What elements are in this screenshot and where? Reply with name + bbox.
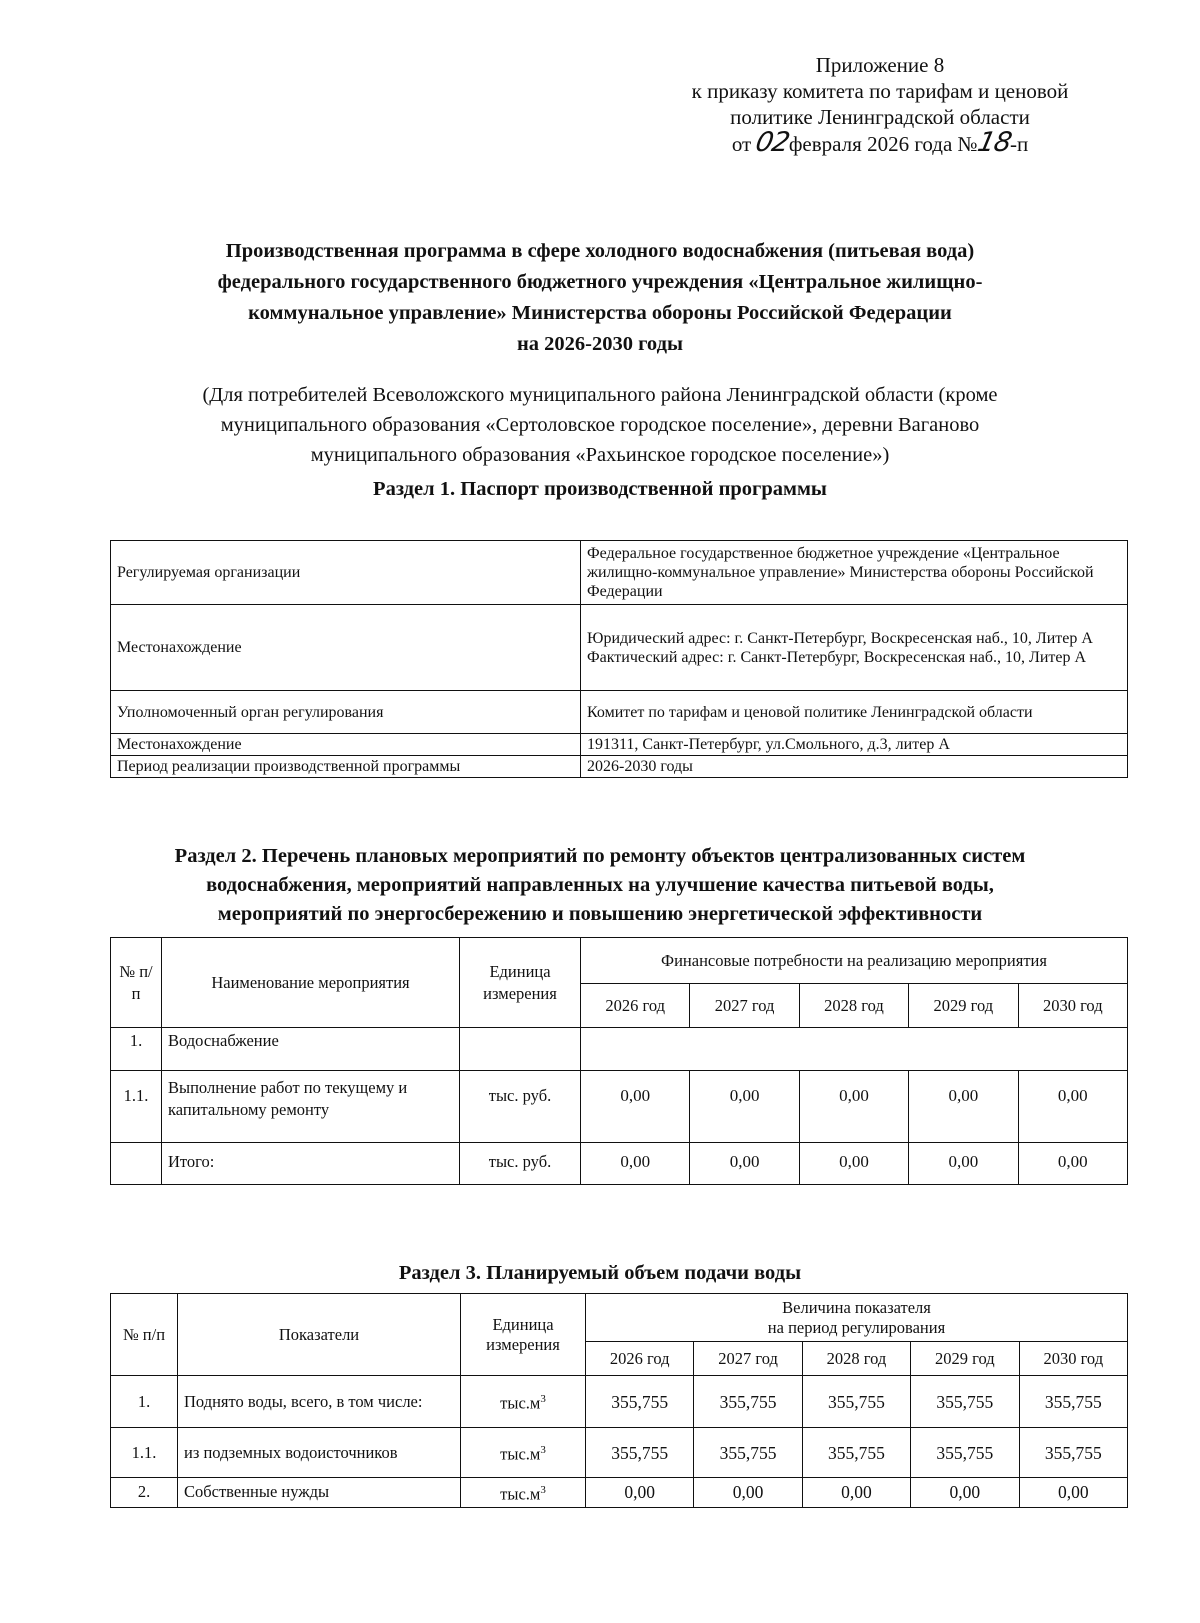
order-date-line: [650, 127, 1110, 158]
table-header-row: [111, 1294, 1128, 1342]
program-title: [100, 236, 1100, 360]
value-cell: 355,755: [1019, 1428, 1127, 1478]
value-cell: 355,755: [694, 1376, 802, 1428]
title-line: федерального государственного бюджетного учреждения «Центральное жилищно-: [217, 271, 983, 293]
section3-heading: [80, 1259, 1120, 1288]
passport-table: [110, 540, 1128, 778]
row-name: Водоснабжение: [162, 1028, 460, 1071]
unit-base: тыс.м: [500, 1444, 541, 1464]
year-header: 2027 год: [694, 1342, 802, 1376]
title-line: Производственная программа в сфере холодного водоснабжения (питьевая вода): [225, 240, 975, 262]
appendix-title: Приложение 8: [815, 53, 945, 77]
row-num: 2.: [111, 1478, 178, 1508]
row-values-empty: [581, 1028, 1128, 1071]
year-header: 2030 год: [1018, 984, 1127, 1028]
col-unit-header: Единица измерения: [461, 1294, 586, 1376]
passport-label: Регулируемая организации: [111, 541, 581, 605]
year-header: 2026 год: [581, 984, 690, 1028]
value-cell: 0,00: [909, 1143, 1018, 1185]
value-cell: 0,00: [694, 1478, 802, 1508]
row-name: Собственные нужды: [178, 1478, 461, 1508]
unit-exponent: 3: [540, 1393, 546, 1406]
section2-heading-line: Раздел 2. Перечень плановых мероприятий по ремонту объектов централизованных систем: [174, 845, 1026, 867]
value-cell: 0,00: [799, 1143, 908, 1185]
section3-heading-text: Раздел 3. Планируемый объем подачи воды: [398, 1262, 802, 1284]
subtitle-line: (Для потребителей Всеволожского муниципального района Ленинградской области (кроме: [202, 384, 998, 406]
row-name: Итого:: [162, 1143, 460, 1185]
year-header: 2029 год: [909, 984, 1018, 1028]
passport-value: Федеральное государственное бюджетное учреждение «Центральное жилищно-коммунальное управление» Министерства обороны Российской Федерации: [581, 541, 1128, 605]
passport-label: Местонахождение: [111, 605, 581, 691]
title-line: коммунальное управление» Министерства обороны Российской Федерации: [248, 302, 952, 324]
table-row: [111, 1478, 1128, 1508]
date-prefix: от: [731, 132, 752, 156]
passport-value: 2026-2030 годы: [581, 756, 1128, 778]
consumers-note: [100, 380, 1100, 470]
subtitle-line: муниципального образования «Рахьинское городское поселение»): [310, 444, 890, 466]
year-header: 2028 год: [802, 1342, 910, 1376]
value-cell: 0,00: [581, 1143, 690, 1185]
value-cell: 355,755: [802, 1428, 910, 1478]
table-row: [111, 605, 1128, 691]
passport-label: Уполномоченный орган регулирования: [111, 691, 581, 734]
col-finance-header: Финансовые потребности на реализацию мероприятия: [581, 938, 1128, 984]
unit-exponent: 3: [540, 1484, 546, 1496]
table-header-row: [111, 938, 1128, 984]
value-cell: 355,755: [1019, 1376, 1127, 1428]
value-cell: 355,755: [694, 1428, 802, 1478]
value-cell: 0,00: [581, 1071, 690, 1143]
title-line: на 2026-2030 годы: [517, 333, 683, 355]
row-name: из подземных водоисточников: [178, 1428, 461, 1478]
value-cell: 0,00: [911, 1478, 1019, 1508]
order-reference-line: к приказу комитета по тарифам и ценовой: [691, 79, 1069, 103]
passport-value: 191311, Санкт-Петербург, ул.Смольного, д.3, литер А: [581, 734, 1128, 756]
row-unit: [461, 1376, 586, 1428]
table-row: [111, 1071, 1128, 1143]
section1-heading: [80, 475, 1120, 504]
water-supply-table: [110, 1293, 1128, 1508]
col-value-header-line: на период регулирования: [767, 1317, 946, 1337]
value-cell: 0,00: [1018, 1143, 1127, 1185]
row-num: [111, 1143, 162, 1185]
measures-table: [110, 937, 1128, 1185]
row-name: Поднято воды, всего, в том числе:: [178, 1376, 461, 1428]
table-row: [111, 756, 1128, 778]
row-num: 1.1.: [111, 1428, 178, 1478]
col-value-header-line: Величина показателя: [782, 1297, 931, 1317]
section2-heading: [80, 842, 1120, 929]
unit-exponent: 3: [540, 1444, 546, 1457]
value-cell: 0,00: [802, 1478, 910, 1508]
table-row: [111, 1028, 1128, 1071]
value-cell: 355,755: [911, 1428, 1019, 1478]
section2-heading-line: водоснабжения, мероприятий направленных на улучшение качества питьевой воды,: [206, 874, 994, 896]
value-cell: 0,00: [690, 1071, 799, 1143]
row-unit: тыс. руб.: [460, 1071, 581, 1143]
table-row: [111, 1143, 1128, 1185]
row-unit: [460, 1028, 581, 1071]
row-num: 1.: [111, 1028, 162, 1071]
year-header: 2026 год: [586, 1342, 694, 1376]
order-suffix: -п: [1009, 132, 1029, 156]
year-header: 2028 год: [799, 984, 908, 1028]
table-row: [111, 734, 1128, 756]
order-reference-line: политике Ленинградской области: [730, 105, 1030, 129]
section1-heading-text: Раздел 1. Паспорт производственной программы: [373, 478, 827, 500]
value-cell: 355,755: [802, 1376, 910, 1428]
value-cell: 0,00: [799, 1071, 908, 1143]
passport-label: Период реализации производственной программы: [111, 756, 581, 778]
col-unit-header: Единица измерения: [460, 938, 581, 1028]
col-name-header: Показатели: [178, 1294, 461, 1376]
value-cell: 355,755: [911, 1376, 1019, 1428]
row-unit: [461, 1478, 586, 1508]
value-cell: 0,00: [690, 1143, 799, 1185]
table-row: [111, 1376, 1128, 1428]
unit-base: тыс.м: [500, 1484, 541, 1504]
passport-label: Местонахождение: [111, 734, 581, 756]
col-name-header: Наименование мероприятия: [162, 938, 460, 1028]
value-cell: 355,755: [586, 1376, 694, 1428]
table-row: [111, 1428, 1128, 1478]
value-cell: 0,00: [586, 1478, 694, 1508]
row-name: Выполнение работ по текущему и капитальному ремонту: [162, 1071, 460, 1143]
year-header: 2030 год: [1019, 1342, 1127, 1376]
value-cell: 355,755: [586, 1428, 694, 1478]
value-cell: 0,00: [1019, 1478, 1127, 1508]
year-header: 2029 год: [911, 1342, 1019, 1376]
table-row: [111, 541, 1128, 605]
unit-base: тыс.м: [500, 1393, 541, 1413]
row-unit: тыс. руб.: [460, 1143, 581, 1185]
appendix-header: [650, 52, 1110, 157]
col-value-header: [586, 1294, 1128, 1342]
handwritten-order-number: 18: [974, 127, 1014, 158]
row-num: 1.1.: [111, 1071, 162, 1143]
section2-heading-line: мероприятий по энергосбережению и повышению энергетической эффективности: [217, 903, 983, 925]
value-cell: 0,00: [1018, 1071, 1127, 1143]
col-num-header: № п/п: [111, 938, 162, 1028]
date-rest: февраля 2026 года №: [788, 132, 978, 156]
table-row: [111, 691, 1128, 734]
value-cell: 0,00: [909, 1071, 1018, 1143]
col-num-header: № п/п: [111, 1294, 178, 1376]
handwritten-day: 02: [753, 127, 793, 158]
passport-value: Комитет по тарифам и ценовой политике Ленинградской области: [581, 691, 1128, 734]
passport-value: Юридический адрес: г. Санкт-Петербург, Воскресенская наб., 10, Литер А Фактический адрес: г. Санкт-Петербург, Воскресенская наб., 10, Литер А: [581, 605, 1128, 691]
row-unit: [461, 1428, 586, 1478]
row-num: 1.: [111, 1376, 178, 1428]
subtitle-line: муниципального образования «Сертоловское городское поселение», деревни Ваганово: [220, 414, 980, 436]
year-header: 2027 год: [690, 984, 799, 1028]
